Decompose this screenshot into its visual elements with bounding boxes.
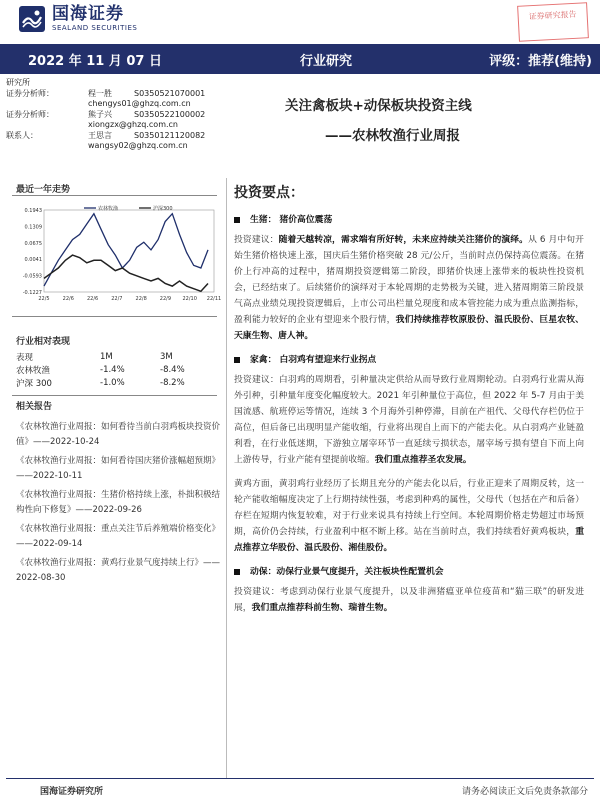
report-subtitle: ——农林牧渔行业周报 — [325, 128, 460, 144]
section-heading-animal-health: 动保：动保行业景气度提升，关注板块性配置机会 — [234, 564, 584, 580]
bullet-square-icon — [234, 357, 240, 363]
perf-cell: -1.0% — [100, 377, 125, 388]
related-report-item[interactable]: 《农林牧渔行业周报：重点关注节后养殖端价格变化》——2022-09-14 — [16, 524, 221, 549]
legend-label: 沪深300 — [153, 206, 173, 212]
y-tick-label: -0.0593 — [22, 273, 42, 280]
report-rating: 评级：推荐(维持) — [489, 53, 592, 69]
related-report-item[interactable]: 《农林牧渔行业周报：如何看待当前白羽鸡板块投资价值》——2022-10-24 — [16, 422, 221, 447]
perf-header-row — [16, 350, 216, 363]
section-heading-hogs: 生猪： 猪价高位震荡 — [234, 212, 584, 228]
contact-cert: S0350121120082 — [134, 130, 206, 140]
series-line — [44, 214, 208, 286]
section-heading-poultry: 家禽： 白羽鸡有望迎来行业拐点 — [234, 352, 584, 368]
related-report-item[interactable]: 《农林牧渔行业周报：生猪价格持续上涨，朴拙积极结构性向下修复》——2022-09-26 — [16, 490, 221, 515]
perf-label: 行业相对表现 — [16, 337, 71, 347]
perf-cell: 沪深 300 — [16, 378, 52, 389]
footer-institute: 国海证券研究所 — [40, 787, 104, 797]
x-tick-label: 22/9 — [159, 296, 172, 302]
brand-name-cn: 国海证券 — [52, 4, 124, 24]
contact-name: 王思言 — [88, 130, 112, 140]
x-tick-label: 22/10 — [182, 296, 197, 302]
y-tick-label: 0.0041 — [24, 257, 42, 264]
perf-header: 表现 — [16, 352, 34, 363]
perf-table — [16, 350, 216, 389]
series-line — [44, 255, 208, 291]
key-points-heading: 投资要点： — [234, 185, 304, 201]
brand-name-en: SEALAND SECURITIES — [52, 24, 138, 32]
perf-cell: 农林牧渔 — [16, 365, 51, 376]
report-title: 关注禽板块+动保板块投资主线 — [285, 98, 472, 114]
paragraph: 黄鸡方面，黄羽鸡行业经历了长期且充分的产能去化以后，行业正迎来了周期反转，这一轮产能收缩幅度决定了上行期持续性强，考虑到种鸡的属性，父母代（包括在产和后备）存栏在短期内恢复较难，对于行业来说具有持续上行空间。本轮周期价格走势超过市场预期，高价仍会持续，行业盈利中枢不断上移。站在当前时点，我们持续看好黄鸡板块，重点推荐立华股份、温氏股份、湘佳股份。 — [234, 479, 584, 553]
report-stamp — [517, 2, 589, 42]
analyst-role: 证券分析师： — [6, 88, 54, 98]
trend-chart — [14, 200, 222, 308]
analyst-email[interactable]: xiongzx@ghzq.com.cn — [88, 120, 178, 129]
report-date: 2022 年 11 月 07 日 — [28, 53, 162, 69]
divider — [12, 316, 217, 317]
y-tick-label: 0.1309 — [24, 224, 42, 231]
analyst-email[interactable]: chengys01@ghzq.com.cn — [88, 99, 191, 108]
column-divider — [226, 178, 227, 778]
perf-cell: -8.4% — [160, 364, 185, 375]
y-tick-label: 0.1943 — [24, 208, 42, 214]
x-tick-label: 22/5 — [38, 296, 50, 302]
trend-label: 最近一年走势 — [16, 185, 71, 195]
perf-row — [16, 376, 216, 389]
x-tick-label: 22/6 — [62, 296, 74, 302]
related-label: 相关报告 — [16, 402, 53, 412]
perf-header: 1M — [100, 351, 113, 362]
analyst-cert: S0350521070001 — [134, 88, 206, 98]
analyst-name: 熊子兴 — [88, 109, 112, 119]
perf-row — [16, 363, 216, 376]
footer-divider — [6, 778, 594, 779]
related-report-item[interactable]: 《农林牧渔行业周报：如何看待国庆猪价涨幅超预期》——2022-10-11 — [16, 456, 221, 481]
x-tick-label: 22/11 — [206, 296, 222, 302]
contact-email[interactable]: wangsy02@ghzq.com.cn — [88, 141, 188, 150]
perf-cell: -1.4% — [100, 364, 125, 375]
stamp-text: 证券研究报告 — [528, 9, 577, 22]
divider — [12, 395, 217, 396]
perf-header: 3M — [160, 351, 173, 362]
sealand-logo-icon — [18, 5, 46, 33]
x-tick-label: 22/8 — [135, 296, 147, 302]
analyst-block — [6, 78, 246, 152]
analyst-name: 程一胜 — [88, 88, 112, 98]
institute-label: 研究所 — [6, 78, 30, 87]
y-tick-label: -0.1227 — [22, 290, 42, 296]
related-reports — [16, 420, 221, 590]
legend-label: 农林牧渔 — [98, 206, 119, 212]
x-tick-label: 22/6 — [86, 296, 99, 302]
footer-disclaimer: 请务必阅读正文后免责条款部分 — [461, 787, 588, 797]
y-tick-label: 0.0675 — [24, 240, 42, 247]
divider — [12, 195, 217, 196]
x-tick-label: 22/7 — [111, 296, 123, 302]
bullet-square-icon — [234, 569, 240, 575]
perf-cell: -8.2% — [160, 377, 185, 388]
plot-frame — [44, 210, 214, 292]
paragraph: 投资建议：随着天越转凉，需求端有所好转，未来应持续关注猪价的演绎。从 6 月中旬开始生猪价格快速上涨，国庆后生猪价格突破 28 元/公斤，当前时点仍保持高位震荡。在猪价上行冲高的过程中，猪周期投资逻辑第二阶段，即猪价快速上涨带来的板块性投资机会，已经结束了。后续猪价的演绎对于本轮周期的走势极为关键，进入猪周期第三阶段景气高点业绩兑现投资逻辑后，上市公司出栏量兑现度和成本管控能力成为重点监测指标，盈利能力较好的企业有望迎来个股行情，我们持续推荐牧原股份、温氏股份、巨星农牧、天康生物、唐人神。 — [234, 235, 584, 341]
related-report-item[interactable]: 《农林牧渔行业周报：黄鸡行业景气度持续上行》——2022-08-30 — [16, 558, 221, 583]
bullet-square-icon — [234, 217, 240, 223]
analyst-role: 证券分析师： — [6, 109, 54, 119]
analyst-cert: S0350522100002 — [134, 109, 206, 119]
main-content — [234, 210, 584, 624]
paragraph: 投资建议：白羽鸡的周期看，引种量决定供给从而导致行业周期轮动。白羽鸡行业需从海外引种，引种量年度变化幅度较大。2021 年引种量位于高位，但 2022 年 5-7 月由于美国流感、航班停运等情况，连续 3 个月海外引种停滞，目前在产祖代、父母代存栏仍位于高位，但后备已出现明显产能收缩，行业将出现自上而下的产能去化。从白羽鸡产业链盈利看，在行业低迷期，下游独立屠宰环节一直延续亏损状态，屠宰场亏损有望自下而上向上游传导，行业产能有望提前收缩。我们重点推荐圣农发展。 — [234, 375, 584, 465]
brand-logo — [18, 5, 137, 33]
report-type: 行业研究 — [300, 53, 353, 69]
paragraph: 投资建议：考虑到动保行业景气度提升，以及非洲猪瘟亚单位疫苗和“猫三联”的研发进展，我们重点推荐科前生物、瑞普生物。 — [234, 587, 584, 613]
contact-role: 联系人： — [6, 130, 38, 140]
report-banner — [0, 44, 600, 74]
